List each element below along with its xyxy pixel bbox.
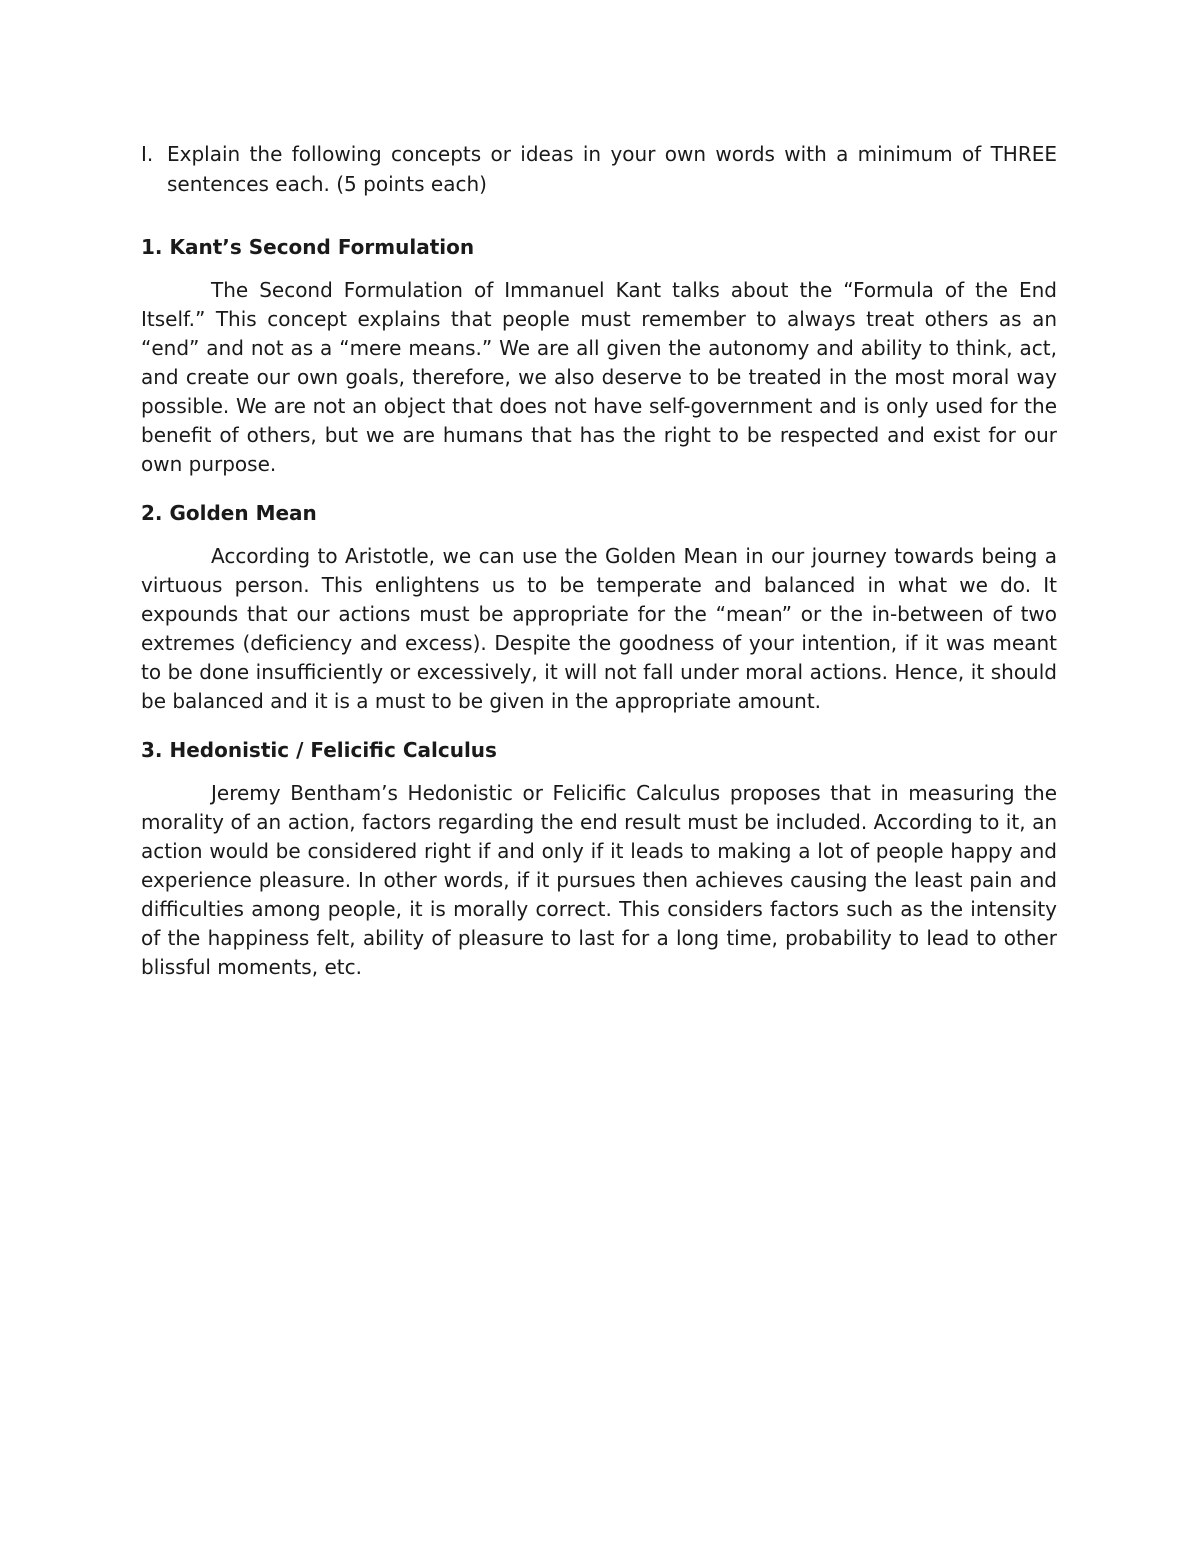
instruction-text: Explain the following concepts or ideas in your own words with a minimum of THREE sentences each. (5 points each) xyxy=(167,142,1057,196)
section-body: Jeremy Bentham’s Hedonistic or Felicific Calculus proposes that in measuring the morality of an action, factors regarding the end result must be included. According to it, an action would be considered right if and only if it leads to making a lot of people happy and experience pleasure. In other words, if it pursues then achieves causing the least pain and difficulties among people, it is morally correct. This considers factors such as the intensity of the happiness felt, ability of pleasure to last for a long time, probability to lead to other blissful moments, etc. xyxy=(141,781,1057,979)
section-heading: 3. Hedonistic / Felicific Calculus xyxy=(141,738,497,762)
instruction xyxy=(141,139,1057,199)
section-kant xyxy=(141,232,1057,479)
section-body: According to Aristotle, we can use the Golden Mean in our journey towards being a virtuous person. This enlightens us to be temperate and balanced in what we do. It expounds that our actions must be appropriate for the “mean” or the in-between of two extremes (deficiency and excess). Despite the goodness of your intention, if it was meant to be done insufficiently or excessively, it will not fall under moral actions. Hence, it should be balanced and it is a must to be given in the appropriate amount. xyxy=(141,544,1057,713)
section-hedonistic-calculus xyxy=(141,735,1057,982)
document-page xyxy=(141,139,1057,1001)
section-heading: 1. Kant’s Second Formulation xyxy=(141,235,475,259)
section-body: The Second Formulation of Immanuel Kant talks about the “Formula of the End Itself.” This concept explains that people must remember to always treat others as an “end” and not as a “mere means.” We are all given the autonomy and ability to think, act, and create our own goals, therefore, we also deserve to be treated in the most moral way possible. We are not an object that does not have self-government and is only used for the benefit of others, but we are humans that has the right to be respected and exist for our own purpose. xyxy=(141,278,1057,476)
section-golden-mean xyxy=(141,498,1057,716)
instruction-number: I. xyxy=(141,142,154,166)
section-heading: 2. Golden Mean xyxy=(141,501,317,525)
